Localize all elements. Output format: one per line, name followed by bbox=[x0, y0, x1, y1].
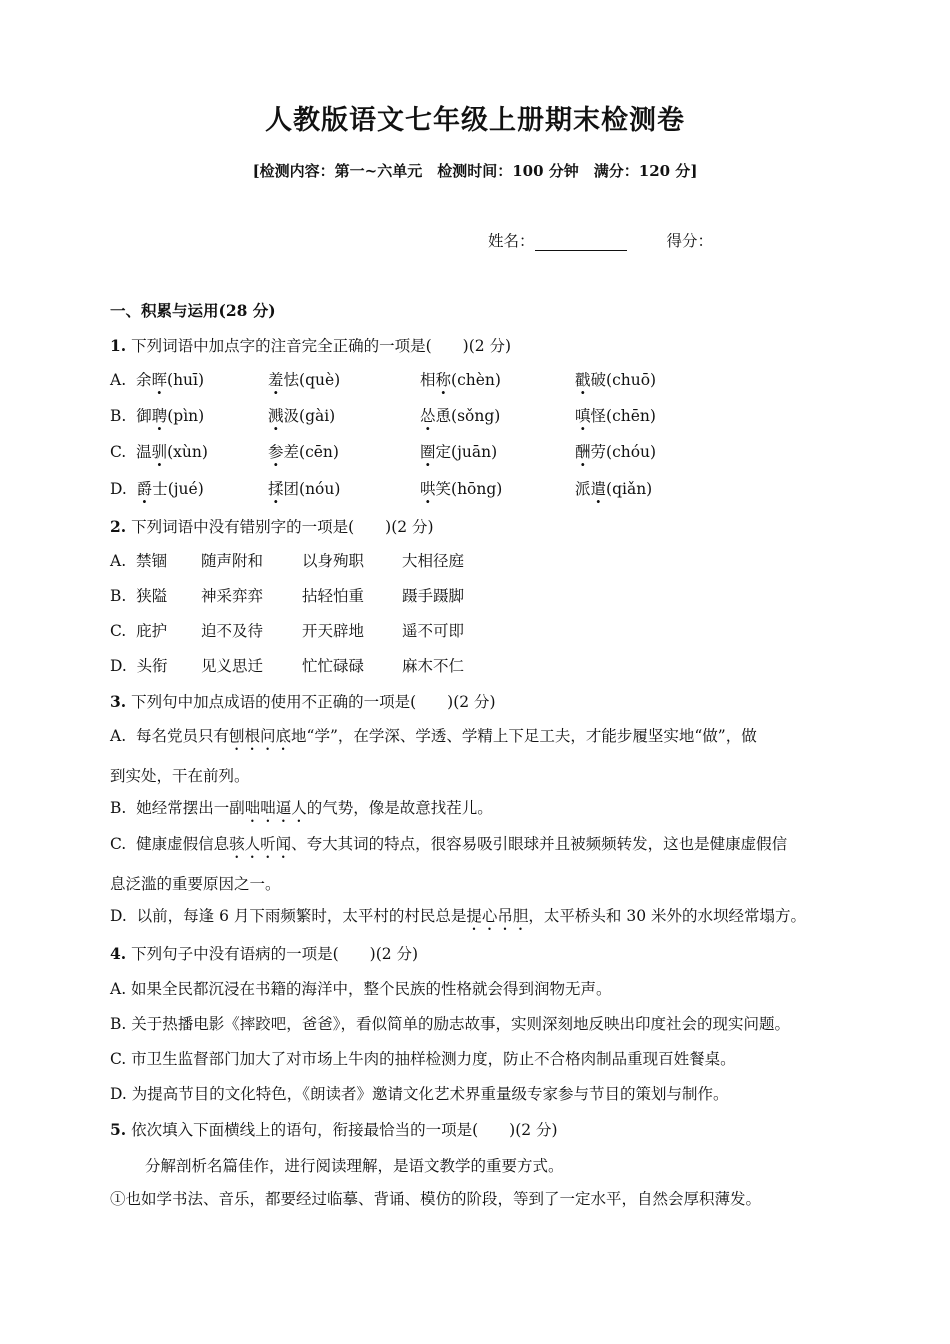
q1-option-d-word-4 bbox=[575, 477, 652, 499]
option-letter: B. bbox=[110, 587, 127, 605]
word-text: 笑(hōng) bbox=[435, 480, 503, 498]
dotted-char: 怂 bbox=[420, 407, 436, 425]
dotted-char: 戳 bbox=[575, 371, 591, 389]
option-letter: C. bbox=[110, 622, 127, 640]
option-letter: A. bbox=[110, 552, 127, 570]
q4-option-d: D. 为提高节目的文化特色，《朗读者》邀请文化艺术界重量级专家参与节目的策划与制作。 bbox=[110, 1085, 729, 1103]
q5-intro: 分解剖析名篇佳作，进行阅读理解，是语文教学的重要方式。 bbox=[145, 1157, 564, 1175]
word-text: (chèn) bbox=[451, 371, 501, 389]
word-text: 相 bbox=[420, 371, 436, 389]
option-letter: A. bbox=[110, 727, 127, 745]
dotted-char: 嗔 bbox=[575, 407, 591, 425]
question-stem: 下列句子中没有语病的一项是( )(2 分) bbox=[131, 945, 419, 963]
option-text: 每名党员只有 bbox=[135, 727, 229, 745]
option-letter: B. bbox=[110, 407, 127, 425]
q1-option-b-word-4 bbox=[575, 404, 656, 426]
dotted-char: 酬 bbox=[575, 443, 591, 461]
dotted-char: 聘 bbox=[151, 407, 168, 425]
page-title: 人教版语文七年级上册期末检测卷 bbox=[265, 105, 685, 136]
q2-option-a-word-4 bbox=[402, 549, 464, 571]
dotted-char: 驯 bbox=[151, 443, 168, 461]
word-text: 开天辟地 bbox=[302, 622, 365, 640]
q1-option-d-word-1 bbox=[110, 477, 204, 499]
word-text: 蹑手蹑脚 bbox=[402, 587, 465, 605]
question-number: 4. bbox=[110, 944, 127, 963]
q3-option-b bbox=[110, 796, 493, 826]
word-text: 破(chuō) bbox=[590, 371, 657, 389]
score-label: 得分： bbox=[666, 232, 714, 250]
word-text: 余 bbox=[135, 371, 152, 389]
q5-item-1: ①也如学书法、音乐，都要经过临摹、背诵、模仿的阶段，等到了一定水平，自然会厚积薄发。 bbox=[110, 1190, 762, 1208]
q2-option-d-word-4 bbox=[402, 654, 464, 676]
question-stem: 下列词语中加点字的注音完全正确的一项是( )(2 分) bbox=[131, 337, 512, 355]
name-score-bar bbox=[488, 229, 713, 251]
word-text: 见义思迁 bbox=[201, 657, 264, 675]
question-5 bbox=[110, 1118, 558, 1140]
word-text: 狭隘 bbox=[136, 587, 168, 605]
dotted-char: 溅 bbox=[268, 407, 284, 425]
option-text: 健康虚假信息 bbox=[136, 835, 230, 853]
dotted-char: 圈 bbox=[420, 443, 436, 461]
word-text: 怪(chēn) bbox=[590, 407, 656, 425]
q3-option-c-cont: 息泛滥的重要原因之一。 bbox=[110, 875, 281, 893]
word-text: (xùn) bbox=[167, 443, 208, 461]
dotted-idiom: 刨根问底 bbox=[229, 727, 292, 745]
dotted-char: 揉 bbox=[268, 480, 284, 498]
word-text: 温 bbox=[136, 443, 152, 461]
dotted-char: 爵 bbox=[136, 480, 153, 498]
name-blank[interactable] bbox=[535, 236, 627, 251]
q2-option-d-word-3 bbox=[302, 654, 364, 676]
option-letter: B. bbox=[110, 799, 127, 817]
q4-option-b: B. 关于热播电影《摔跤吧，爸爸》，看似简单的励志故事，实则深刻地反映出印度社会的现实问题。 bbox=[110, 1015, 790, 1033]
option-text: 以前，每逢 6 月下雨频繁时，太平村的村民总是 bbox=[136, 907, 467, 925]
q1-option-c-word-1 bbox=[110, 440, 208, 462]
q2-option-a-word-3 bbox=[302, 549, 364, 571]
dotted-char: 羞 bbox=[268, 371, 284, 389]
word-text: 头衔 bbox=[136, 657, 168, 675]
q1-option-b-word-1 bbox=[110, 404, 204, 426]
section-heading: 一、积累与运用(28 分) bbox=[110, 301, 276, 320]
word-text: 忙忙碌碌 bbox=[302, 657, 365, 675]
word-text: 迫不及待 bbox=[201, 622, 264, 640]
question-4 bbox=[110, 942, 418, 964]
q4-option-c: C. 市卫生监督部门加大了对市场上牛肉的抽样检测力度，防止不合格肉制品重现百姓餐桌。 bbox=[110, 1050, 736, 1068]
question-number: 1. bbox=[110, 336, 127, 355]
option-text: 的气势，像是故意找茬儿。 bbox=[306, 799, 493, 817]
q3-option-a-cont: 到实处，干在前列。 bbox=[110, 767, 250, 785]
dotted-char: 参 bbox=[268, 443, 284, 461]
word-text: 庇护 bbox=[136, 622, 168, 640]
q2-option-d-word-2 bbox=[201, 654, 263, 676]
option-letter: C. bbox=[110, 835, 127, 853]
option-text: ，太平桥头和 30 米外的水坝经常塌方。 bbox=[528, 907, 806, 925]
dotted-char: 遣 bbox=[590, 480, 607, 498]
word-text: (qiǎn) bbox=[606, 480, 653, 498]
q1-option-d-word-3 bbox=[420, 477, 502, 499]
word-text: 恿(sǒng) bbox=[435, 407, 501, 425]
q1-option-a-word-3 bbox=[420, 368, 501, 390]
q1-option-a-word-2 bbox=[268, 368, 340, 390]
question-3 bbox=[110, 690, 496, 712]
word-text: 大相径庭 bbox=[402, 552, 465, 570]
word-text: (pìn) bbox=[167, 407, 205, 425]
name-label: 姓名： bbox=[488, 232, 535, 250]
exam-info: [检测内容：第一~六单元 检测时间：100 分钟 满分：120 分] bbox=[252, 162, 698, 180]
option-letter: D. bbox=[110, 480, 127, 498]
dotted-char: 晖 bbox=[151, 371, 168, 389]
question-stem: 下列句中加点成语的使用不正确的一项是( )(2 分) bbox=[131, 693, 496, 711]
word-text: 怯(què) bbox=[283, 371, 341, 389]
option-text: 、夸大其词的特点，很容易吸引眼球并且被频频转发，这也是健康虚假信 bbox=[291, 835, 788, 853]
q2-option-b-word-2 bbox=[201, 584, 263, 606]
word-text: 汲(gài) bbox=[283, 407, 336, 425]
word-text: 士(jué) bbox=[152, 480, 204, 498]
q1-option-c-word-4 bbox=[575, 440, 656, 462]
word-text: 拈轻怕重 bbox=[302, 587, 365, 605]
word-text: 禁锢 bbox=[135, 552, 167, 570]
q3-option-a bbox=[110, 724, 757, 754]
option-letter: D. bbox=[110, 907, 127, 925]
word-text: (huī) bbox=[167, 371, 205, 389]
word-text: 派 bbox=[575, 480, 591, 498]
option-letter: D. bbox=[110, 657, 127, 675]
question-stem: 依次填入下面横线上的语句，衔接最恰当的一项是( )(2 分) bbox=[131, 1121, 558, 1139]
question-1 bbox=[110, 334, 511, 356]
dotted-idiom: 咄咄逼人 bbox=[244, 799, 307, 817]
option-text: 她经常摆出一副 bbox=[136, 799, 245, 817]
q2-option-d-word-1 bbox=[110, 654, 168, 676]
q1-option-b-word-2 bbox=[268, 404, 335, 426]
q1-option-b-word-3 bbox=[420, 404, 500, 426]
option-letter: A. bbox=[110, 371, 127, 389]
dotted-idiom: 提心吊胆 bbox=[466, 907, 529, 925]
word-text: 神采弈弈 bbox=[201, 587, 264, 605]
q1-option-c-word-2 bbox=[268, 440, 339, 462]
q2-option-c-word-1 bbox=[110, 619, 167, 641]
q1-option-a-word-1 bbox=[110, 368, 204, 390]
dotted-char: 称 bbox=[435, 371, 452, 389]
word-text: 遥不可即 bbox=[402, 622, 465, 640]
dotted-char: 哄 bbox=[420, 480, 436, 498]
q1-option-c-word-3 bbox=[420, 440, 497, 462]
dotted-idiom: 骇人听闻 bbox=[229, 835, 292, 853]
q1-option-a-word-4 bbox=[575, 368, 656, 390]
q2-option-c-word-3 bbox=[302, 619, 364, 641]
word-text: 定(juān) bbox=[435, 443, 498, 461]
q2-option-b-word-4 bbox=[402, 584, 464, 606]
q2-option-a-word-2 bbox=[201, 549, 263, 571]
question-2 bbox=[110, 515, 434, 537]
q2-option-c-word-2 bbox=[201, 619, 263, 641]
q3-option-d bbox=[110, 904, 806, 934]
question-number: 3. bbox=[110, 692, 127, 711]
q2-option-a-word-1 bbox=[110, 549, 167, 571]
q2-option-b-word-1 bbox=[110, 584, 167, 606]
word-text: 以身殉职 bbox=[302, 552, 365, 570]
question-number: 5. bbox=[110, 1120, 127, 1139]
word-text: 团(nóu) bbox=[283, 480, 341, 498]
question-stem: 下列词语中没有错别字的一项是( )(2 分) bbox=[131, 518, 434, 536]
word-text: 差(cēn) bbox=[283, 443, 339, 461]
q4-option-a: A. 如果全民都沉浸在书籍的海洋中，整个民族的性格就会得到润物无声。 bbox=[110, 980, 612, 998]
word-text: 随声附和 bbox=[201, 552, 264, 570]
word-text: 御 bbox=[136, 407, 152, 425]
q3-option-c bbox=[110, 832, 787, 862]
q1-option-d-word-2 bbox=[268, 477, 340, 499]
question-number: 2. bbox=[110, 517, 127, 536]
word-text: 劳(chóu) bbox=[590, 443, 657, 461]
q2-option-b-word-3 bbox=[302, 584, 364, 606]
option-text: 地“学”，在学深、学透、学精上下足工夫，才能步履坚实地“做”，做 bbox=[291, 727, 757, 745]
option-letter: C. bbox=[110, 443, 127, 461]
word-text: 麻木不仁 bbox=[402, 657, 465, 675]
q2-option-c-word-4 bbox=[402, 619, 464, 641]
